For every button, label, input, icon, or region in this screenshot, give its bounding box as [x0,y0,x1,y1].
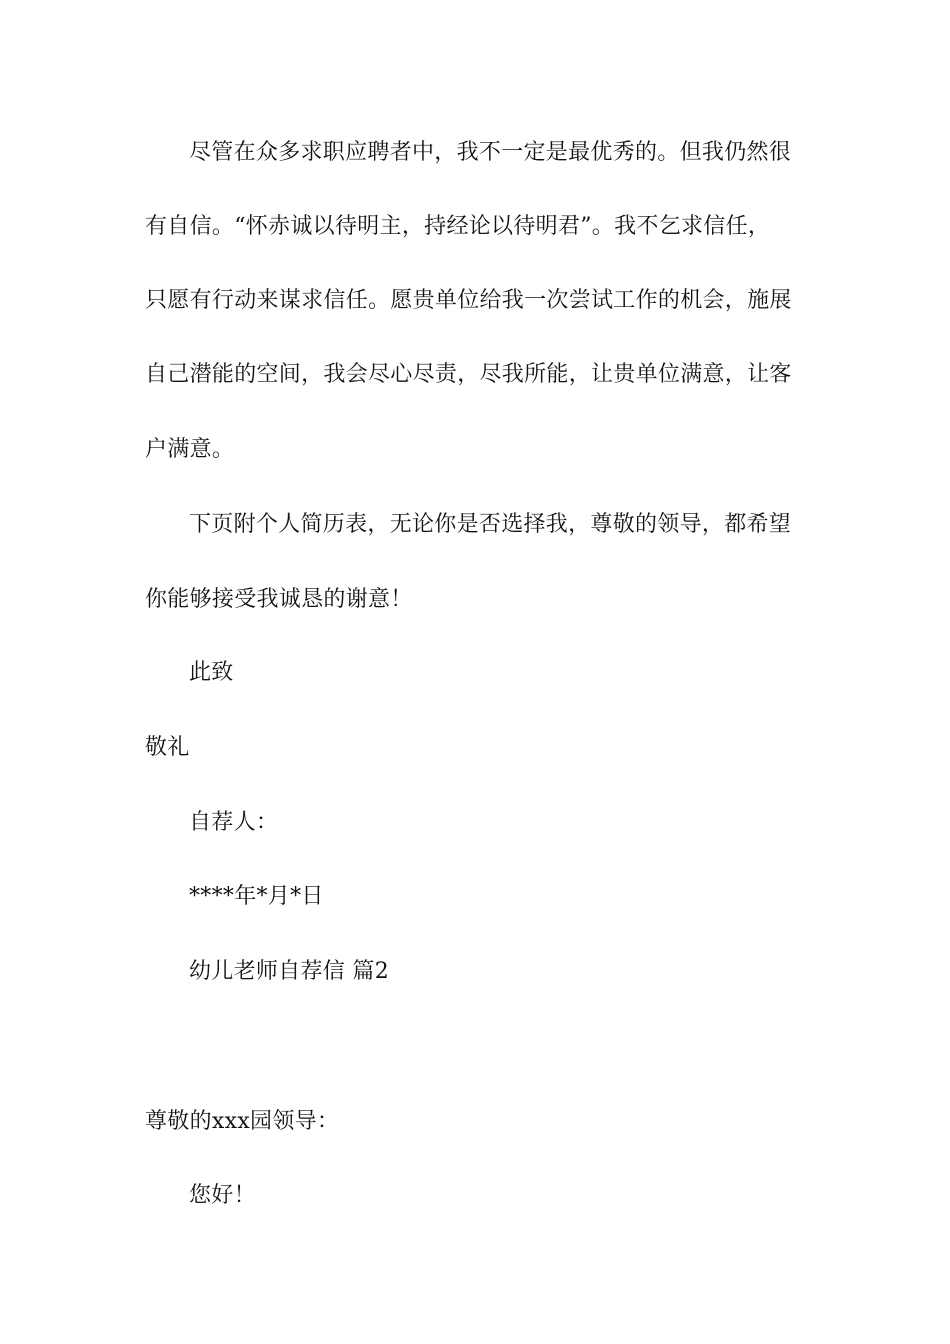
salutation: 尊敬的xxx园领导： [145,1109,340,1134]
paragraph1-line-1: 尽管在众多求职应聘者中，我不一定是最优秀的。但我仍然很 [189,140,792,165]
paragraph1-line-5: 户满意。 [145,437,235,462]
signature-label: 自荐人： [189,810,279,835]
section-title: 幼儿老师自荐信 篇2 [189,959,389,984]
paragraph2-line-1: 下页附个人简历表，无论你是否选择我，尊敬的领导，都希望 [189,512,792,537]
greeting: 您好！ [189,1183,256,1208]
closing-cizhi: 此致 [189,660,234,685]
paragraph2-line-2: 你能够接受我诚恳的谢意！ [145,587,413,612]
paragraph1-line-2: 有自信。“怀赤诚以待明主，持经论以待明君”。我不乞求信任， [145,214,771,239]
closing-jingli: 敬礼 [145,735,190,760]
date-line: ****年*月*日 [189,884,324,909]
paragraph1-line-4: 自己潜能的空间，我会尽心尽责，尽我所能，让贵单位满意，让客 [145,362,792,387]
paragraph1-line-3: 只愿有行动来谋求信任。愿贵单位给我一次尝试工作的机会，施展 [145,288,792,313]
